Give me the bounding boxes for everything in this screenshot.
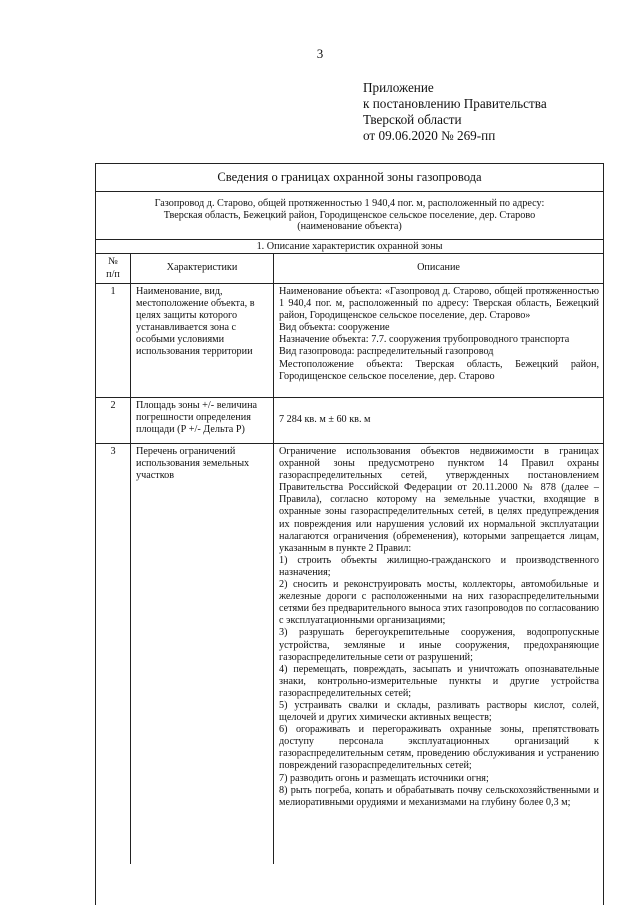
area-value: 7 284 кв. м ± 60 кв. м — [279, 414, 371, 425]
header-description — [274, 254, 603, 284]
object-info-line: Газопровод д. Старово, общей протяженностью 1 940,4 пог. м, расположенный по адресу: — [154, 198, 545, 209]
restriction-item: 2) сносить и реконструировать мосты, коллекторы, автомобильные и железные дороги с расположенными на них газораспределительными сетями без предварительного выноса этих газопроводов по согласованию с эксплуатационными организациями; — [279, 579, 599, 627]
header-number-label: № п/п — [106, 256, 120, 280]
page-number: 3 — [316, 46, 324, 61]
frame-title: Сведения о границах охранной зоны газопровода — [96, 164, 603, 192]
header-description-label: Описание — [417, 262, 460, 274]
restriction-item: 5) устраивать свалки и склады, разливать растворы кислот, солей, щелочей и других химически активных веществ; — [279, 699, 599, 724]
characteristics-table — [96, 254, 603, 864]
row-number: 1 — [96, 284, 131, 398]
description-line: Назначение объекта: 7.7. сооружения трубопроводного транспорта — [279, 334, 570, 346]
restriction-item: 4) перемещать, повреждать, засыпать и уничтожать опознавательные знаки, контрольно-измерительные пункты и другие устройства газораспределительных сетей; — [279, 663, 599, 699]
row-number: 3 — [96, 444, 131, 864]
row-number: 2 — [96, 398, 131, 444]
header-number — [96, 254, 131, 284]
section-title: 1. Описание характеристик охранной зоны — [96, 240, 603, 254]
description-line: Наименование объекта: «Газопровод д. Старово, общей протяженностью 1 940,4 пог. м, расположенный по адресу: Тверская область, Бежецкий район, Городищенское сельское поселение, дер. Старово» — [279, 286, 599, 322]
object-info-caption: (наименование объекта) — [297, 221, 402, 232]
restriction-item: 1) строить объекты жилищно-гражданского и производственного назначения; — [279, 554, 599, 578]
row-characteristic: Площадь зоны +/- величина погрешности определения площади (Р +/- Дельта Р) — [131, 398, 274, 444]
appendix-block — [363, 80, 623, 144]
restriction-item: 7) разводить огонь и размещать источники огня; — [279, 772, 489, 784]
header-characteristics-label: Характеристики — [166, 262, 238, 274]
restriction-item: 8) рыть погреба, копать и обрабатывать почву сельскохозяйственными и мелиоративными орудиями и механизмами на глубину более 0,3 м; — [279, 784, 599, 808]
row-description — [274, 398, 603, 444]
row-description — [274, 284, 603, 398]
restriction-item: 3) разрушать берегоукрепительные сооружения, водопропускные устройства, земляные и иные сооружения, предохраняющие газораспределительные сети от разрушений; — [279, 627, 599, 663]
row-characteristic: Перечень ограничений использования земельных участков — [131, 444, 274, 864]
header-characteristics — [131, 254, 274, 284]
object-info — [96, 192, 603, 240]
row-description — [274, 444, 603, 864]
restriction-item: 6) огораживать и перегораживать охранные зоны, препятствовать доступу персонала эксплуатационных организаций к газораспределительным сетям, проведению обслуживания и устранению повреждений газораспределительных сетей; — [279, 724, 599, 772]
appendix-line: к постановлению Правительства — [363, 96, 547, 111]
row-characteristic: Наименование, вид, местоположение объекта, в целях защиты которого устанавливается зона с особыми условиями использования территории — [131, 284, 274, 398]
protection-zone-frame — [95, 163, 604, 905]
description-line: Вид газопровода: распределительный газопровод — [279, 346, 494, 358]
object-info-line: Тверская область, Бежецкий район, Городищенское сельское поселение, дер. Старово — [163, 209, 536, 221]
description-line: Вид объекта: сооружение — [279, 322, 390, 334]
restrictions-intro: Ограничение использования объектов недвижимости в границах охранной зоны предусмотрено пунктом 14 Правил охраны газораспределительных сетей, утвержденных постановлением Правительства Российской Федерации от 20.11.2000 № 878 (далее – Правила), согласно которому на земельные участки, входящие в охранные зоны газораспределительных сетей, в целях предупреждения их повреждения или нарушения условий их нормальной эксплуатации налагаются ограничения (обременения), которыми запрещается лицам, указанным в пункте 2 Правил: — [279, 446, 599, 554]
appendix-line: Тверской области — [363, 112, 462, 127]
description-line: Местоположение объекта: Тверская область, Бежецкий район, Городищенское сельское поселение, дер. Старово — [279, 358, 599, 382]
appendix-date-line: от 09.06.2020 № 269-пп — [363, 128, 496, 143]
appendix-line: Приложение — [363, 80, 434, 95]
